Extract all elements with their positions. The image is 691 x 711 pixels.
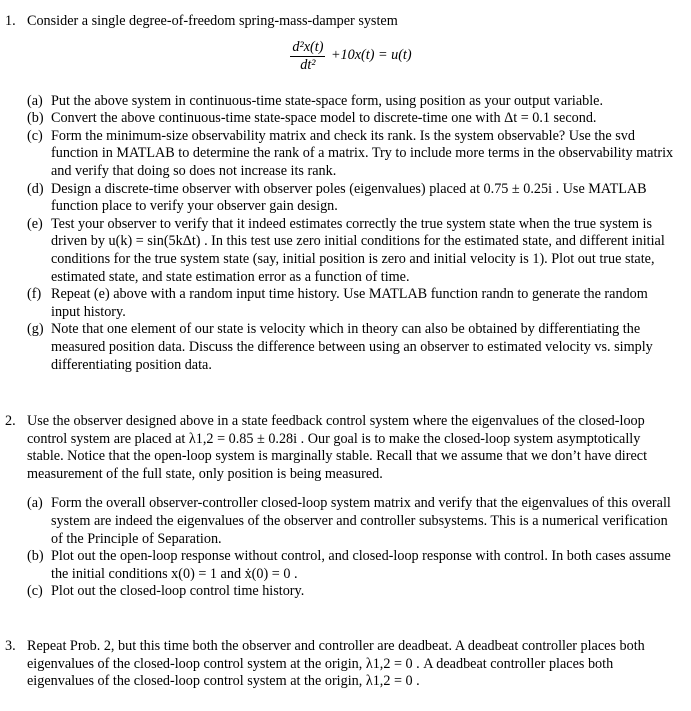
problem-1 (0, 13, 675, 374)
part-text: Repeat (e) above with a random input time history. Use MATLAB function randn to generate the random input history. (51, 286, 648, 320)
problem-number: 2. (5, 413, 16, 429)
part-item (27, 128, 675, 181)
part-label: (a) (27, 92, 43, 109)
part-label: (a) (27, 495, 43, 512)
problem-2 (0, 413, 675, 601)
part-item (27, 495, 675, 548)
equation-rest: +10x(t) = u(t) (330, 47, 412, 64)
part-item (27, 548, 675, 583)
problem-3 (0, 638, 675, 691)
part-text: Plot out the closed-loop control time history. (51, 583, 305, 600)
problem-number: 1. (5, 13, 16, 29)
equation (27, 39, 675, 83)
part-text: Put the above system in continuous-time state-space form, using position as your output variable. (51, 92, 604, 109)
equation-denominator: dt² (300, 56, 316, 73)
equation-fraction (290, 39, 325, 74)
part-label: (e) (27, 215, 43, 232)
equation-numerator: d²x(t) (292, 38, 324, 55)
problem-number: 3. (5, 638, 16, 654)
part-text: Form the minimum-size observability matrix and check its rank. Is the system observable? Use the svd function in MATLAB to determine the rank of a matrix. Try to include more terms in the observability matrix and verify that doing so does not increase its rank. (51, 127, 674, 179)
part-label: (b) (27, 548, 44, 565)
part-text: Plot out the open-loop response without control, and closed-loop response with control. In both cases assume the initial conditions x(0) = 1 and ẋ(0) = 0 . (51, 548, 671, 582)
part-label: (c) (27, 583, 43, 600)
problem-intro: Consider a single degree-of-freedom spring-mass-damper system (27, 13, 398, 29)
part-text: Design a discrete-time observer with observer poles (eigenvalues) placed at 0.75 ± 0.25i . Use MATLAB function place to verify your observer gain design. (51, 180, 647, 215)
part-text: Form the overall observer-controller closed-loop system matrix and verify that the eigenvalues of this overall system are indeed the eigenvalues of the observer and controller subsystems. This is a numerical verification of the Principle of Separation. (51, 495, 671, 547)
part-item (27, 216, 675, 286)
part-item (27, 181, 675, 216)
part-list (27, 495, 675, 601)
part-item (27, 110, 675, 128)
part-list (27, 93, 675, 375)
part-text: Note that one element of our state is velocity which in theory can also be obtained by differentiating the measured position data. Discuss the difference between using an observer to estimated velocity vs. simply differentiating position data. (51, 321, 653, 373)
problem-intro: Repeat Prob. 2, but this time both the observer and controller are deadbeat. A deadbeat controller places both eigenvalues of the closed-loop control system at the origin, λ1,2 = 0 . A deadbeat controller places both eigenvalues of the closed-loop control system at the origin, λ1,2 = 0 . (27, 638, 645, 690)
part-label: (c) (27, 127, 43, 144)
part-label: (g) (27, 321, 44, 338)
part-text: Test your observer to verify that it indeed estimates correctly the true system state when the true system is driven by u(k) = sin(5kΔt) . In this test use zero initial conditions for the estimated state, and different initial conditions for the true system state (say, initial position is zero and initial velocity is 1). Plot out true state, estimated state, and state estimation error as a function of time. (51, 215, 665, 285)
part-item (27, 583, 675, 601)
problem-intro: Use the observer designed above in a state feedback control system where the eigenvalues of the closed-loop control system are placed at λ1,2 = 0.85 ± 0.28i . Our goal is to make the closed-loop system asymptotically stable. Notice that the open-loop system is marginally stable. Recall that we assume that we don’t have direct measurement of the full state, only position is being measured. (27, 413, 648, 482)
part-item (27, 321, 675, 374)
part-item (27, 286, 675, 321)
part-item (27, 93, 675, 111)
part-text: Convert the above continuous-time state-space model to discrete-time one with Δt = 0.1 second. (51, 110, 597, 127)
part-label: (f) (27, 286, 42, 303)
part-label: (d) (27, 180, 44, 197)
part-label: (b) (27, 110, 44, 127)
